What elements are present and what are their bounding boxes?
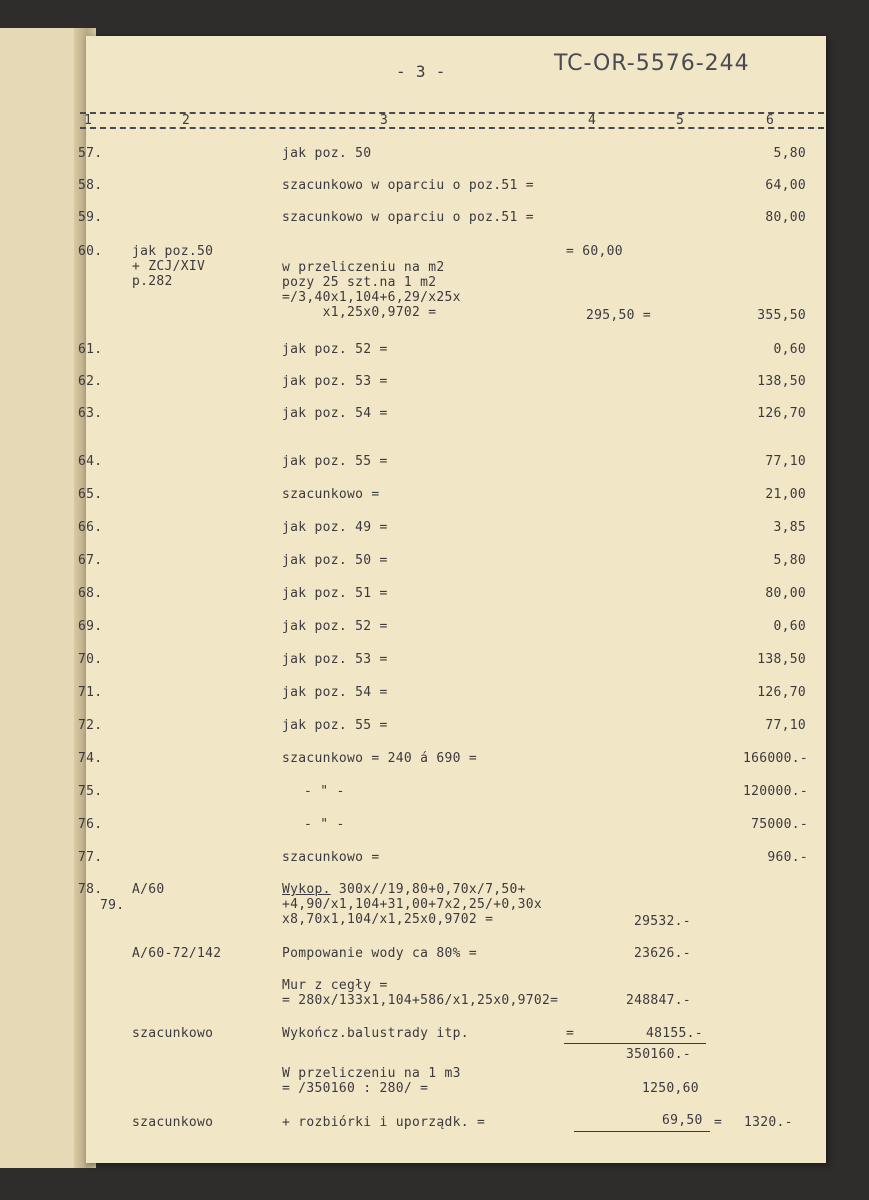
row-number: 77. xyxy=(78,850,103,865)
row-total: 1320.- xyxy=(744,1115,793,1130)
row-number: 65. xyxy=(78,487,103,502)
row-description: jak poz. 54 = xyxy=(282,406,388,421)
row-number: 70. xyxy=(78,652,103,667)
row-description: szacunkowo w oparciu o poz.51 = xyxy=(282,210,534,225)
row-number: 78. xyxy=(78,882,103,897)
row-amount: 350160.- xyxy=(626,1047,692,1062)
row-number: 68. xyxy=(78,586,103,601)
row-number: 61. xyxy=(78,342,103,357)
row-description: jak poz. 54 = xyxy=(282,685,388,700)
column-header-1: 1 xyxy=(84,113,93,128)
row-description: jak poz. 50 = xyxy=(282,553,388,568)
row-number: 67. xyxy=(78,553,103,568)
column-header-3: 3 xyxy=(380,113,389,128)
row-reference: A/60-72/142 xyxy=(132,946,222,961)
row-reference: jak poz.50 + ZCJ/XIV p.282 xyxy=(132,244,214,289)
row-amount: 69,50 xyxy=(662,1113,703,1128)
column-header-4: 4 xyxy=(588,113,597,128)
row-reference: szacunkowo xyxy=(132,1026,214,1041)
row-value: 138,50 xyxy=(757,374,806,389)
row-value: 0,60 xyxy=(773,619,806,634)
row-reference: szacunkowo xyxy=(132,1115,214,1130)
row-description: jak poz. 52 = xyxy=(282,619,388,634)
row-description: jak poz. 51 = xyxy=(282,586,388,601)
row-equals: = xyxy=(566,1026,575,1041)
row-value: 166000.- xyxy=(742,751,808,766)
row-description: Mur z cegły = = 280x/133x1,104+586/x1,25x0,9702= xyxy=(282,978,559,1008)
row-number: 72. xyxy=(78,718,103,733)
row-value: 21,00 xyxy=(765,487,806,502)
row-value: 5,80 xyxy=(773,146,806,161)
row-description: szacunkowo w oparciu o poz.51 = xyxy=(282,178,534,193)
row-description: W przeliczeniu na 1 m3 = /350160 : 280/ = xyxy=(282,1066,461,1096)
row-equals: = xyxy=(714,1115,723,1130)
row-value: 77,10 xyxy=(765,454,806,469)
row-description: jak poz. 55 = xyxy=(282,718,388,733)
row-description: szacunkowo = 240 á 690 = xyxy=(282,751,478,766)
row-description: + rozbiórki i uporządk. = xyxy=(282,1115,486,1130)
row-value: 80,00 xyxy=(765,210,806,225)
row-column4-value: 295,50 = xyxy=(586,308,652,323)
row-value: 80,00 xyxy=(765,586,806,601)
row-amount: 1250,60 xyxy=(642,1081,699,1096)
row-description: Wykończ.balustrady itp. xyxy=(282,1026,469,1041)
excavation-formula: 300x//19,80+0,70x/7,50+ +4,90/x1,104+31,00+7x2,25/+0,30x x8,70x1,104/x1,25x0,9702 = xyxy=(282,882,543,927)
row-description: jak poz. 53 = xyxy=(282,652,388,667)
row-description: jak poz. 52 = xyxy=(282,342,388,357)
column-header-5: 5 xyxy=(676,113,685,128)
row-value: 75000.- xyxy=(751,817,808,832)
row-description-lead xyxy=(282,882,542,927)
row-amount: 29532.- xyxy=(634,914,691,929)
row-amount: 48155.- xyxy=(646,1026,703,1041)
row-equals-value: = 60,00 xyxy=(566,244,623,259)
row-number: 60. xyxy=(78,244,103,259)
row-number: 66. xyxy=(78,520,103,535)
row-number: 58. xyxy=(78,178,103,193)
row-number: 62. xyxy=(78,374,103,389)
row-number: 71. xyxy=(78,685,103,700)
row-value: 3,85 xyxy=(773,520,806,535)
row-amount: 248847.- xyxy=(626,993,692,1008)
row-value: 77,10 xyxy=(765,718,806,733)
row-value: 0,60 xyxy=(773,342,806,357)
row-value: 64,00 xyxy=(765,178,806,193)
row-value: 120000.- xyxy=(742,784,808,799)
row-description: jak poz. 55 = xyxy=(282,454,388,469)
row-description: jak poz. 50 xyxy=(282,146,372,161)
row-number: 74. xyxy=(78,751,103,766)
row-number: 79. xyxy=(100,898,125,913)
column-header-6: 6 xyxy=(766,113,775,128)
row-number: 75. xyxy=(78,784,103,799)
row-number: 57. xyxy=(78,146,103,161)
row-number: 63. xyxy=(78,406,103,421)
document-page xyxy=(78,36,826,1163)
row-amount: 23626.- xyxy=(634,946,691,961)
row-description: - " - xyxy=(304,784,345,799)
total-rule xyxy=(574,1131,710,1132)
row-description: jak poz. 53 = xyxy=(282,374,388,389)
row-description: szacunkowo = xyxy=(282,487,380,502)
row-reference: A/60 xyxy=(132,882,165,897)
row-description: jak poz. 49 = xyxy=(282,520,388,535)
row-number: 64. xyxy=(78,454,103,469)
row-number: 59. xyxy=(78,210,103,225)
row-description: Pompowanie wody ca 80% = xyxy=(282,946,478,961)
row-value: 126,70 xyxy=(757,685,806,700)
subtotal-rule xyxy=(564,1043,706,1044)
page-number: - 3 - xyxy=(396,62,446,81)
excavation-label: Wykop. xyxy=(282,882,331,897)
header-rule-bottom xyxy=(80,127,824,129)
row-value: 355,50 xyxy=(757,308,806,323)
row-description: - " - xyxy=(304,817,345,832)
row-description: szacunkowo = xyxy=(282,850,380,865)
row-value: 960.- xyxy=(767,850,808,865)
handwritten-reference: TC-OR-5576-244 xyxy=(554,51,750,76)
row-value: 138,50 xyxy=(757,652,806,667)
column-header-2: 2 xyxy=(182,113,191,128)
header-rule-top xyxy=(80,112,824,114)
row-value: 126,70 xyxy=(757,406,806,421)
row-number: 69. xyxy=(78,619,103,634)
row-number: 76. xyxy=(78,817,103,832)
row-value: 5,80 xyxy=(773,553,806,568)
row-description: w przeliczeniu na m2 pozy 25 szt.na 1 m2 =/3,40x1,104+6,29/x25x x1,25x0,9702 = xyxy=(282,260,461,320)
